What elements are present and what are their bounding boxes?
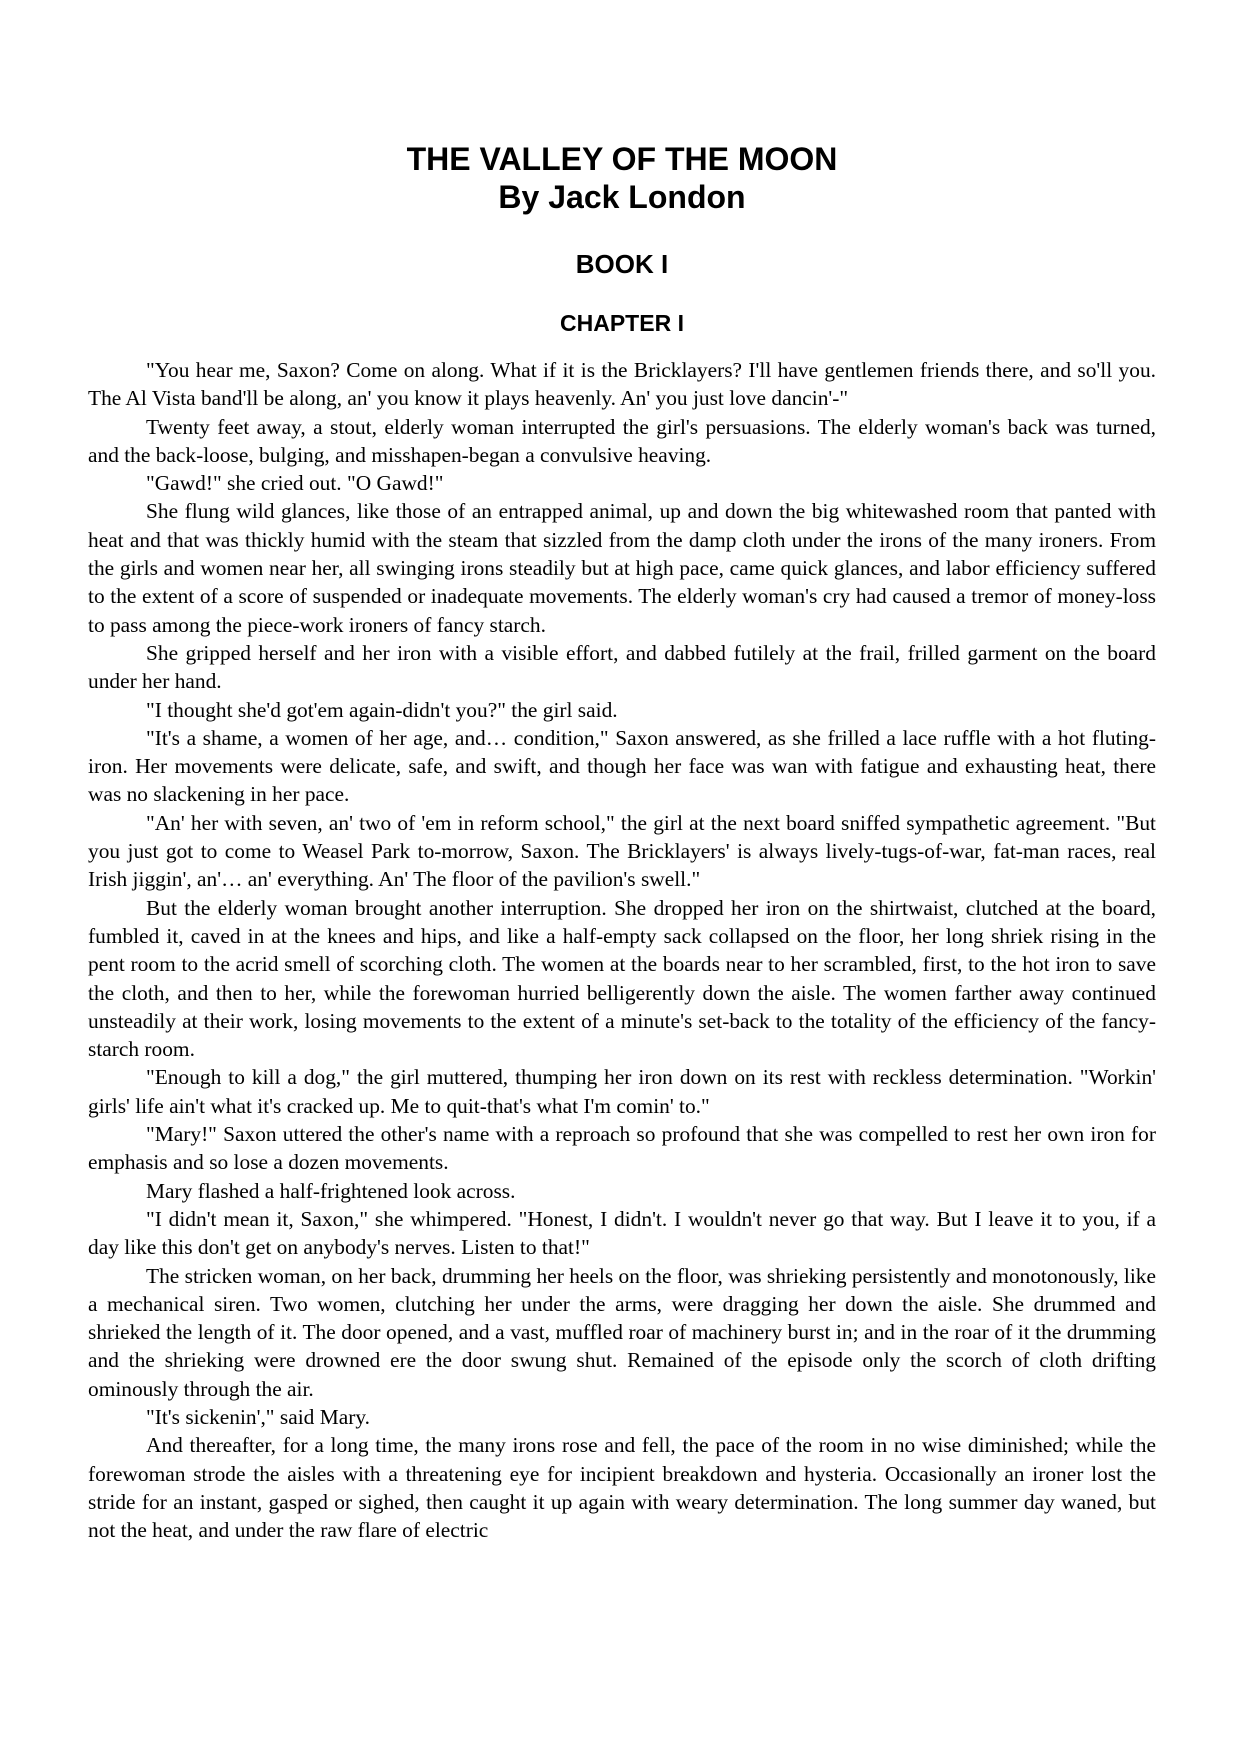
paragraph: And thereafter, for a long time, the many irons rose and fell, the pace of the room in no wise diminished; while the forewoman strode the aisles with a threatening eye for incipient breakdown and hysteria. Occasionally an ironer lost the stride for an instant, gasped or sighed, then caught it up again with weary determination. The long summer day waned, but not the heat, and under the raw flare of electric bbox=[88, 1433, 1156, 1543]
title-text: THE VALLEY OF THE MOON bbox=[406, 141, 838, 177]
paragraph: "I thought she'd got'em again-didn't you?" the girl said. bbox=[146, 697, 618, 722]
paragraph: "Gawd!" she cried out. "O Gawd!" bbox=[146, 471, 444, 496]
paragraph: "I didn't mean it, Saxon," she whimpered. "Honest, I didn't. I wouldn't never go that way. But I leave it to you, if a day like this don't get on anybody's nerves. Listen to that!" bbox=[88, 1206, 1156, 1260]
paragraph: "Enough to kill a dog," the girl muttered, thumping her iron down on its rest with reckless determination. "Workin' girls' life ain't what it's cracked up. Me to quit-that's what I'm comin' to." bbox=[88, 1065, 1156, 1118]
paragraph: "It's a shame, a women of her age, and… condition," Saxon answered, as she frilled a lace ruffle with a hot fluting-iron. Her movements were delicate, safe, and swift, and though her face was wan with fatigue and exhausting heat, there was no slackening in her pace. bbox=[88, 725, 1156, 807]
book-heading: BOOK I bbox=[575, 249, 669, 279]
chapter-body bbox=[88, 356, 1156, 1544]
paragraph: "Mary!" Saxon uttered the other's name with a reproach so profound that she was compelled to rest her own iron for emphasis and so lose a dozen movements. bbox=[88, 1122, 1156, 1175]
chapter-heading: CHAPTER I bbox=[560, 310, 684, 336]
paragraph: But the elderly woman brought another interruption. She dropped her iron on the shirtwaist, clutched at the board, fumbled it, caved in at the knees and hips, and like a half-empty sack collapsed on the floor, her long shriek rising in the pent room to the acrid smell of scorching cloth. The women at the boards near to her scrambled, first, to the hot iron to save the cloth, and then to her, while the forewoman hurried belligerently down the aisle. The women farther away continued unsteadily at their work, losing movements to the extent of a minute's set-back to the totality of the efficiency of the fancy-starch room. bbox=[88, 895, 1156, 1062]
book-title bbox=[88, 140, 1156, 216]
paragraph: The stricken woman, on her back, drumming her heels on the floor, was shrieking persistently and monotonously, like a mechanical siren. Two women, clutching her under the arms, were dragging her down the aisle. She drummed and shrieked the length of it. The door opened, and a vast, muffled roar of machinery burst in; and in the roar of it the drumming and the shrieking were drowned ere the door swung shut. Remained of the episode only the scorch of cloth drifting ominously through the air. bbox=[88, 1263, 1156, 1401]
paragraph: "An' her with seven, an' two of 'em in reform school," the girl at the next board sniffed sympathetic agreement. "But you just got to come to Weasel Park to-morrow, Saxon. The Bricklayers' is always lively-tugs-of-war, fat-man races, real Irish jiggin', an'… an' everything. An' The floor of the pavilion's swell." bbox=[88, 810, 1156, 892]
paragraph: "You hear me, Saxon? Come on along. What if it is the Bricklayers? I'll have gentlemen friends there, and so'll you. The Al Vista band'll be along, an' you know it plays heavenly. An' you just love dancin'-" bbox=[88, 358, 1156, 411]
paragraph: She gripped herself and her iron with a visible effort, and dabbed futilely at the frail, frilled garment on the board under her hand. bbox=[88, 640, 1156, 694]
paragraph: "It's sickenin'," said Mary. bbox=[146, 1404, 370, 1429]
author-line: By Jack London bbox=[498, 179, 746, 215]
paragraph: Twenty feet away, a stout, elderly woman interrupted the girl's persuasions. The elderly woman's back was turned, and the back-loose, bulging, and misshapen-began a convulsive heaving. bbox=[88, 414, 1156, 467]
paragraph: Mary flashed a half-frightened look across. bbox=[146, 1178, 516, 1203]
document-page bbox=[88, 140, 1156, 1544]
paragraph: She flung wild glances, like those of an entrapped animal, up and down the big whitewashed room that panted with heat and that was thickly humid with the steam that sizzled from the damp cloth under the irons of the many ironers. From the girls and women near her, all swinging irons steadily but at high pace, came quick glances, and labor efficiency suffered to the extent of a score of suspended or inadequate movements. The elderly woman's cry had caused a tremor of money-loss to pass among the piece-work ironers of fancy starch. bbox=[88, 499, 1156, 637]
